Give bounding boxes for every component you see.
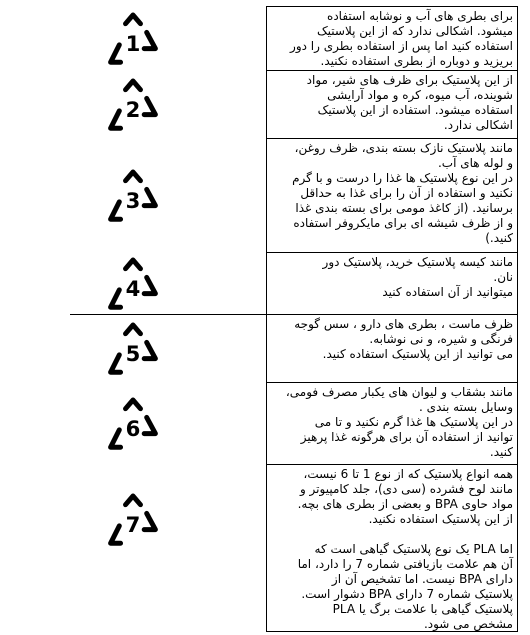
code-description-cell — [266, 464, 518, 632]
code-number: 4 — [125, 276, 141, 302]
code-row-5 — [0, 314, 530, 382]
code-row-2 — [0, 70, 530, 138]
recycle-symbol-6 — [48, 382, 218, 464]
recycle-triangle-icon — [101, 255, 165, 311]
recycle-symbol-5 — [48, 314, 218, 382]
code-description: مانند پلاستیک نازک بسته بندی، ظرف روغن، و لوله های آب. در این نوع پلاستیک ها غذا را درست و با گرم نکنید و استفاده از آن را برای غذا به حداقل برسانید. (از کاغذ مومی برای بسته بندی غذا و از ظرف شیشه ای برای مایکروفر استفاده کنید.) — [292, 141, 513, 245]
recycle-symbol-3 — [48, 138, 218, 252]
recycle-symbol-4 — [48, 252, 218, 314]
code-row-7 — [0, 464, 530, 632]
code-description-cell — [266, 252, 518, 314]
code-description: مانند بشقاب و لیوان های یکبار مصرف فومی، وسایل بسته بندی . در این پلاستیک ها غذا گرم نکنید و تا می توانید از استفاده آن برای هرگونه غذا پرهیز کنید. — [285, 385, 513, 459]
code-description-cell — [266, 382, 518, 464]
code-number: 7 — [125, 512, 141, 538]
code-number: 6 — [125, 416, 141, 442]
code-description-cell — [266, 314, 518, 382]
code-description-cell — [266, 6, 518, 70]
code-description-cell — [266, 70, 518, 138]
recycle-triangle-icon — [101, 167, 165, 223]
code-row-3 — [0, 138, 530, 252]
recycle-symbol-1 — [48, 6, 218, 70]
code-description: ظرف ماست ، بطری های دارو ، سس گوجه فرنگی و شیره، و نی نوشابه. می توانید از این پلاستیک استفاده کنید. — [294, 317, 513, 361]
code-row-4 — [0, 252, 530, 314]
code-description: از این پلاستیک برای ظرف های شیر، مواد شوینده، آب میوه، کره و مواد آرایشی استفاده میشود. استفاده از این پلاستیک اشکالی ندارد. — [306, 73, 513, 132]
code-number: 1 — [125, 31, 141, 57]
recycle-triangle-icon — [101, 76, 165, 132]
recycle-triangle-icon — [101, 320, 165, 376]
code-description: برای بطری های آب و نوشابه استفاده میشود. اشکالی ندارد که از این پلاستیک استفاده کنید اما پس از استفاده بطری را دور بریزید و دوباره از بطری استفاده نکنید. — [290, 9, 513, 68]
recycle-triangle-icon — [101, 491, 165, 547]
recycle-triangle-icon — [101, 10, 165, 66]
recycle-symbol-2 — [48, 70, 218, 138]
code-row-6 — [0, 382, 530, 464]
code-description: همه انواع پلاستیک که از نوع 1 تا 6 نیست، مانند لوح فشرده (سی دی)، جلد کامپیوتر و مواد حاوی BPA و بعضی از بطری های بچه. از این پلاستیک استفاده نکنید. اما PLA یک نوع پلاستیک گیاهی است که آن هم علامت بازیافتی شماره 7 را دارد، اما دارای BPA نیست. اما تشخیص آن از پلاستیک شماره 7 دارای BPA دشوار است. پلاستیک گیاهی با علامت برگ یا PLA مشخص می شود. — [297, 467, 513, 631]
recycle-triangle-icon — [101, 395, 165, 451]
code-number: 2 — [125, 97, 141, 123]
code-number: 5 — [125, 341, 141, 367]
code-number: 3 — [125, 188, 141, 214]
recycle-symbol-7 — [48, 464, 218, 574]
code-description-cell — [266, 138, 518, 252]
code-description: مانند کیسه پلاستیک خرید، پلاستیک دور نان. میتوانید از آن استفاده کنید — [322, 255, 513, 299]
code-row-1 — [0, 6, 530, 70]
